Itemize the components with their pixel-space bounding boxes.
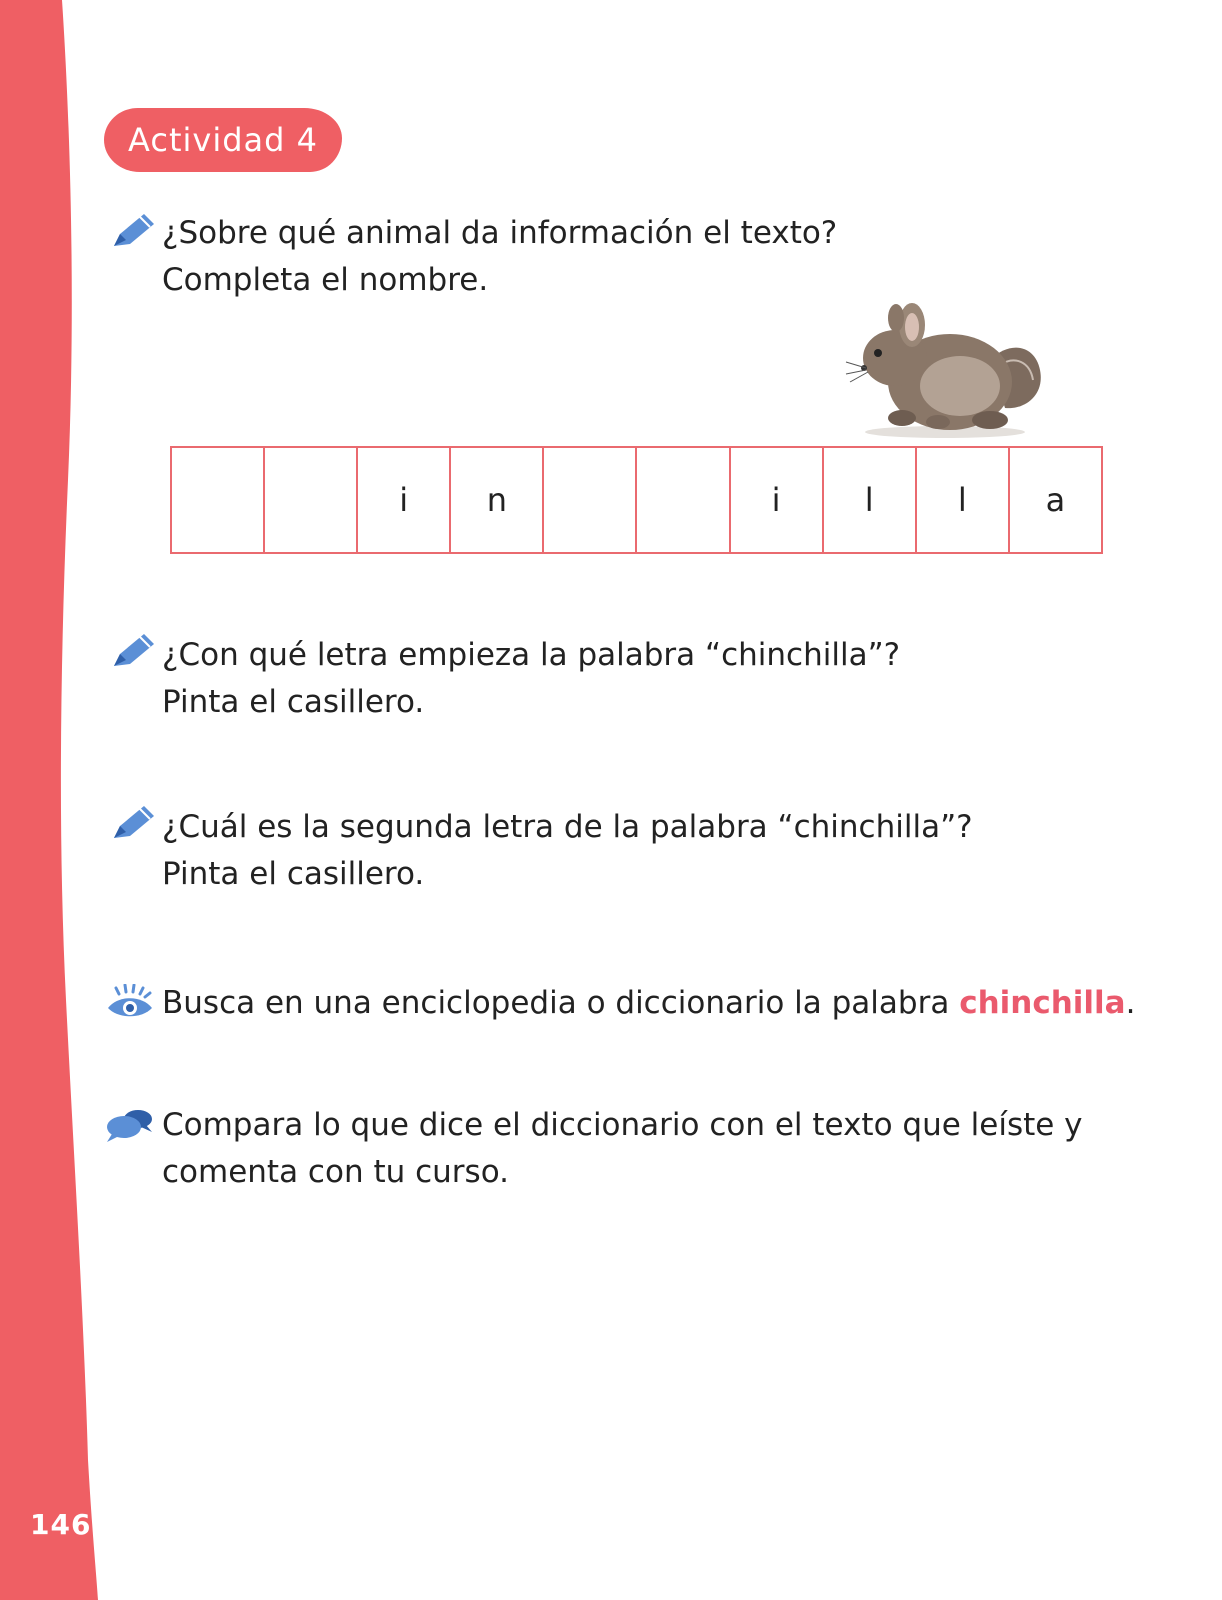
question-3 (162, 804, 973, 898)
question-2-line-1: ¿Con qué letra empieza la palabra “chinchilla”? (162, 637, 901, 673)
letter-box-2[interactable] (263, 448, 356, 552)
letter-box-9: l (915, 448, 1008, 552)
question-4-text: Busca en una enciclopedia o diccionario la palabra (162, 985, 960, 1021)
chinchilla-illustration (840, 290, 1050, 442)
question-5-line-2: comenta con tu curso. (162, 1154, 509, 1190)
highlight-word: chinchilla (959, 985, 1126, 1021)
page-number: 146 (30, 1508, 92, 1541)
letter-box-6[interactable] (635, 448, 728, 552)
question-1 (162, 210, 837, 304)
eye-icon (106, 984, 154, 1020)
side-band (0, 0, 110, 1600)
letter-box-3: i (356, 448, 449, 552)
pencil-icon (110, 804, 156, 844)
letter-boxes (170, 446, 1103, 554)
question-1-line-2: Completa el nombre. (162, 262, 489, 298)
question-2 (162, 632, 900, 726)
letter-box-10: a (1008, 448, 1101, 552)
pencil-icon (110, 632, 156, 672)
pencil-icon (110, 212, 156, 252)
question-3-line-2: Pinta el casillero. (162, 856, 425, 892)
question-2-line-2: Pinta el casillero. (162, 684, 425, 720)
question-4 (162, 980, 1135, 1027)
letter-box-7: i (729, 448, 822, 552)
letter-box-8: l (822, 448, 915, 552)
question-3-line-1: ¿Cuál es la segunda letra de la palabra “chinchilla”? (162, 809, 973, 845)
question-4-end: . (1125, 985, 1136, 1021)
letter-box-1[interactable] (172, 448, 263, 552)
question-1-line-1: ¿Sobre qué animal da información el texto? (162, 215, 838, 251)
question-5-line-1: Compara lo que dice el diccionario con el texto que leíste y (162, 1107, 1083, 1143)
question-5 (162, 1102, 1083, 1196)
activity-title: Actividad 4 (104, 108, 342, 172)
letter-box-4: n (449, 448, 542, 552)
speech-bubbles-icon (104, 1108, 156, 1144)
letter-box-5[interactable] (542, 448, 635, 552)
